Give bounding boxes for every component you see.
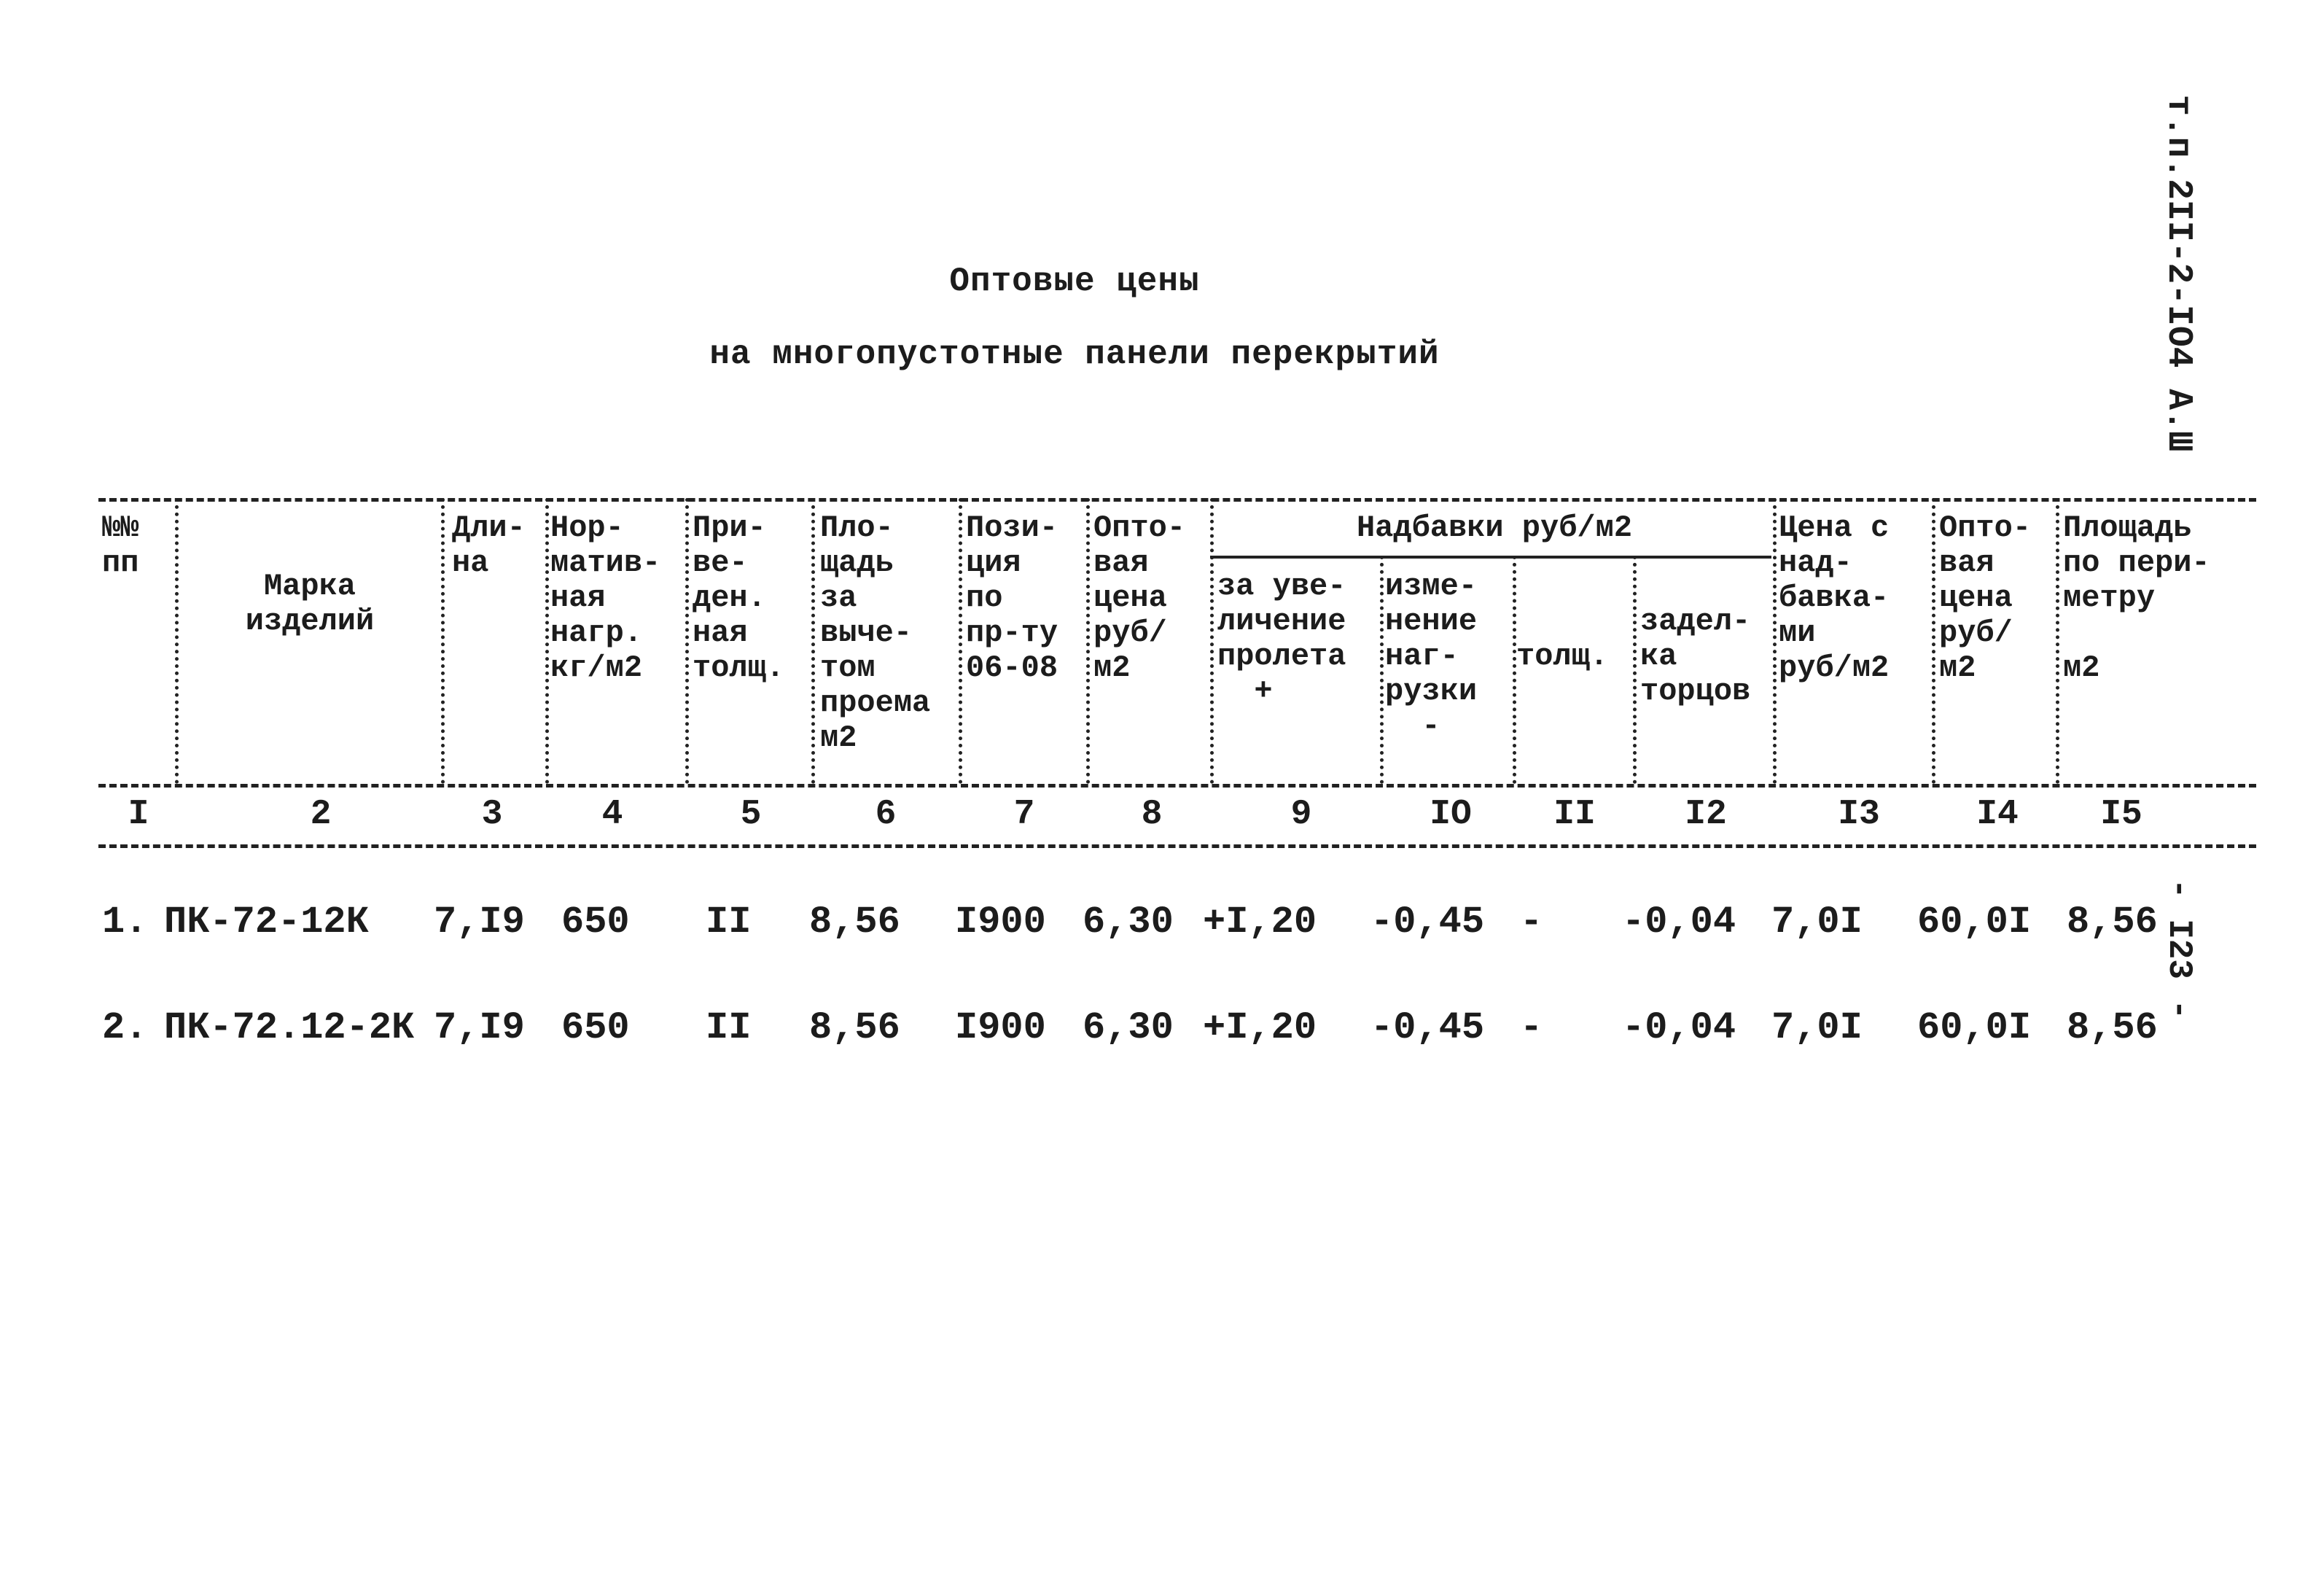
cell-wholesale: 60,0I xyxy=(1917,901,2032,944)
cell-thickness: II xyxy=(706,901,752,944)
cell-length: 7,I9 xyxy=(434,1006,525,1049)
column-divider xyxy=(441,498,445,784)
cell-area: 8,56 xyxy=(809,1006,900,1049)
header-thick: толщ. xyxy=(1516,639,1609,674)
column-number: II xyxy=(1553,795,1596,834)
column-divider xyxy=(545,498,549,784)
header-mark: Марка изделий xyxy=(245,569,375,639)
column-number: I2 xyxy=(1685,795,1727,834)
column-divider xyxy=(1086,498,1090,784)
column-divider xyxy=(1380,556,1384,784)
page-title: Оптовые цены xyxy=(949,263,1200,300)
header-ends: задел- ка торцов xyxy=(1640,604,1751,709)
column-divider xyxy=(1633,556,1637,784)
header-load: Нор- матив- ная нагр. кг/м2 xyxy=(550,510,661,685)
column-number: IO xyxy=(1430,795,1472,834)
header-area: Пло- щадь за выче- том проема м2 xyxy=(820,510,931,755)
column-number: I3 xyxy=(1838,795,1880,834)
column-number: 9 xyxy=(1290,795,1312,834)
header-num: №№ пп xyxy=(102,510,139,580)
cell-perimeter-area: 8,56 xyxy=(2067,901,2158,944)
cell-position: I900 xyxy=(955,1006,1046,1049)
cell-thick: - xyxy=(1520,901,1543,944)
cell-mark: ПК-72.12-2К xyxy=(164,1006,415,1049)
table-colnum-rule xyxy=(98,844,2256,848)
column-number: I5 xyxy=(2100,795,2142,834)
cell-load-change: -0,45 xyxy=(1370,901,1485,944)
column-divider xyxy=(959,498,962,784)
column-divider xyxy=(175,498,179,784)
page-subtitle: на многопустотные панели перекрытий xyxy=(709,335,1440,373)
table-header-rule xyxy=(98,784,2256,788)
cell-price: 6,30 xyxy=(1083,1006,1174,1049)
header-load-change: изме- нение наг- рузки - xyxy=(1385,569,1478,744)
column-number: 5 xyxy=(740,795,762,834)
column-divider xyxy=(685,498,689,784)
header-thickness: При- ве- ден. ная толщ. xyxy=(693,510,785,685)
column-number: I xyxy=(128,795,149,834)
cell-length: 7,I9 xyxy=(434,901,525,944)
page-number: - I23 - xyxy=(2160,879,2198,1020)
cell-num: 1. xyxy=(102,901,148,944)
cell-price-surcharge: 7,0I xyxy=(1771,1006,1863,1049)
cell-thick: - xyxy=(1520,1006,1543,1049)
cell-position: I900 xyxy=(955,901,1046,944)
header-price-surcharge: Цена с над- бавка- ми руб/м2 xyxy=(1779,510,1890,685)
cell-num: 2. xyxy=(102,1006,148,1049)
column-divider xyxy=(811,498,815,784)
table-row xyxy=(0,1006,2324,1065)
table-row xyxy=(0,901,2324,959)
cell-wholesale: 60,0I xyxy=(1917,1006,2032,1049)
cell-price-surcharge: 7,0I xyxy=(1771,901,1863,944)
column-divider xyxy=(2056,498,2059,784)
surcharges-underline xyxy=(1210,556,1771,559)
document-code: т.п.2II-2-IO4 А.Ш xyxy=(2159,95,2198,452)
column-number: 6 xyxy=(875,795,897,834)
column-divider xyxy=(1932,498,1935,784)
cell-ends: -0,04 xyxy=(1622,1006,1736,1049)
column-number: 4 xyxy=(601,795,623,834)
header-span: за уве- личение пролета + xyxy=(1217,569,1346,709)
cell-load: 650 xyxy=(561,1006,630,1049)
cell-thickness: II xyxy=(706,1006,752,1049)
cell-load: 650 xyxy=(561,901,630,944)
cell-span: +I,20 xyxy=(1203,1006,1317,1049)
cell-perimeter-area: 8,56 xyxy=(2067,1006,2158,1049)
cell-price: 6,30 xyxy=(1083,901,1174,944)
header-position: Пози- ция по пр-ту 06-08 xyxy=(966,510,1058,685)
column-number: 2 xyxy=(310,795,332,834)
column-number: 8 xyxy=(1141,795,1163,834)
header-wholesale: Опто- вая цена руб/ м2 xyxy=(1939,510,2032,685)
column-number: 7 xyxy=(1013,795,1035,834)
header-surcharges: Надбавки руб/м2 xyxy=(1356,510,1633,545)
column-number: 3 xyxy=(481,795,503,834)
header-perimeter-area: Площадь по пери- метру м2 xyxy=(2063,510,2210,685)
column-number: I4 xyxy=(1976,795,2019,834)
cell-mark: ПК-72-12К xyxy=(164,901,369,944)
cell-span: +I,20 xyxy=(1203,901,1317,944)
header-length: Дли- на xyxy=(452,510,526,580)
cell-area: 8,56 xyxy=(809,901,900,944)
cell-ends: -0,04 xyxy=(1622,901,1736,944)
header-price: Опто- вая цена руб/ м2 xyxy=(1093,510,1186,685)
cell-load-change: -0,45 xyxy=(1370,1006,1485,1049)
